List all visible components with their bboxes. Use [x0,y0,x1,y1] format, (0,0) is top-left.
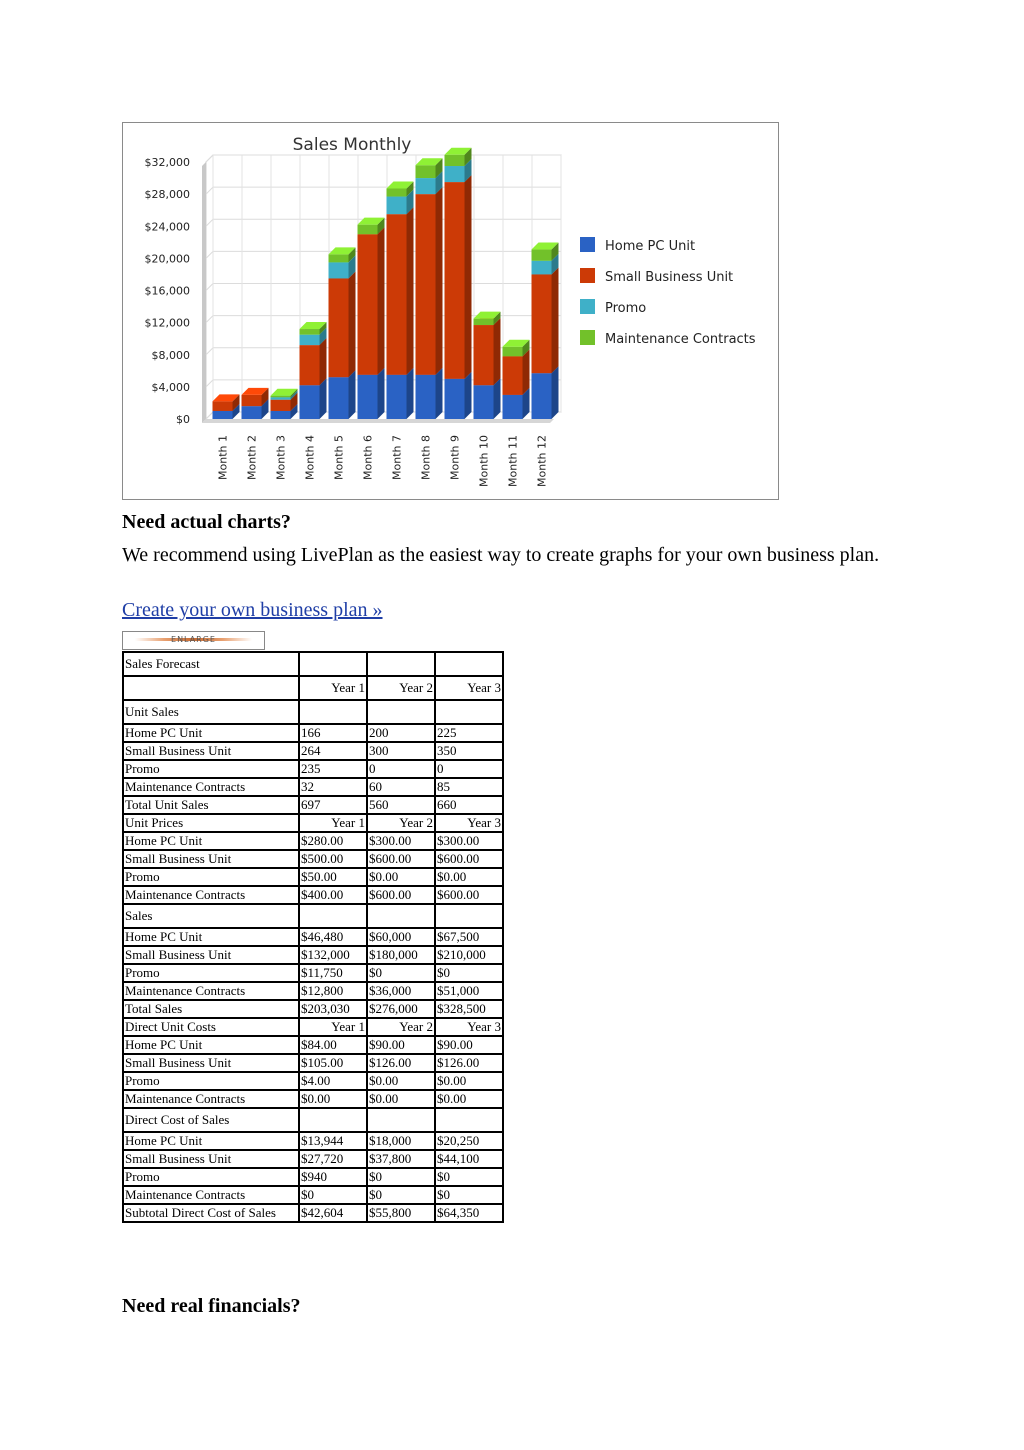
value-cell: Year 2 [367,814,435,832]
value-cell: $67,500 [435,928,503,946]
bar-segment [300,345,320,385]
row-label-cell: Maintenance Contracts [123,1090,299,1108]
value-cell: 85 [435,778,503,796]
table-row [123,742,503,760]
y-tick-label: $32,000 [144,156,190,169]
table-row [123,1132,503,1150]
bar-segment-side [465,175,472,379]
value-cell: 0 [367,760,435,778]
value-cell: $0.00 [367,1072,435,1090]
value-cell: 350 [435,742,503,760]
value-cell: 166 [299,724,367,742]
bar-segment [445,166,465,182]
bar-segment [532,261,552,275]
legend-label: Maintenance Contracts [605,332,756,347]
bar-segment [271,400,291,411]
x-tick-label: Month 6 [361,435,375,480]
bar-segment-side [465,372,472,419]
y-tick-label: $16,000 [144,284,190,298]
y-tick-label: $0 [176,413,190,426]
bar-segment [300,335,320,345]
value-cell: Year 3 [435,676,503,700]
value-cell: $328,500 [435,1000,503,1018]
value-cell: $210,000 [435,946,503,964]
chart-title: Sales Monthly [292,135,412,155]
legend-label: Small Business Unit [605,270,734,285]
value-cell [367,904,435,928]
row-label-cell: Promo [123,1168,299,1186]
row-label-cell: Unit Sales [123,700,299,724]
value-cell: $51,000 [435,982,503,1000]
table-row [123,886,503,904]
value-cell: $105.00 [299,1054,367,1072]
row-label-cell: Small Business Unit [123,742,299,760]
enlarge-label: ENLARGE [171,635,216,644]
table-row [123,1090,503,1108]
table-row [123,904,503,928]
value-cell: $0 [435,1168,503,1186]
table-row [123,868,503,886]
row-label-cell: Total Unit Sales [123,796,299,814]
value-cell: $60,000 [367,928,435,946]
promo-paragraph: We recommend using LivePlan as the easiest way to create graphs for your own business plan. [122,544,880,566]
value-cell: $44,100 [435,1150,503,1168]
value-cell [435,1108,503,1132]
x-tick-label: Month 12 [535,435,549,487]
y-tick-label: $4,000 [151,380,190,394]
value-cell: $0.00 [435,1090,503,1108]
row-label-cell: Maintenance Contracts [123,982,299,1000]
sales-forecast-table [122,651,504,1223]
row-label-cell: Small Business Unit [123,850,299,868]
row-label-cell: Direct Cost of Sales [123,1108,299,1132]
bar-segment [503,347,523,357]
value-cell: $37,800 [367,1150,435,1168]
enlarge-button[interactable] [122,631,265,650]
bar-segment [358,234,378,375]
value-cell: 0 [435,760,503,778]
chart-floor [202,419,554,423]
legend-label: Promo [605,301,647,316]
row-label-cell: Small Business Unit [123,946,299,964]
value-cell: $4.00 [299,1072,367,1090]
value-cell [435,904,503,928]
bar-segment [503,356,523,395]
bar-segment [271,411,291,419]
row-label-cell: Maintenance Contracts [123,1186,299,1204]
table-row [123,1168,503,1186]
row-label-cell: Promo [123,868,299,886]
legend-swatch [580,237,595,252]
value-cell: Year 3 [435,814,503,832]
bar-segment-side [378,368,385,419]
value-cell: 300 [367,742,435,760]
value-cell: $55,800 [367,1204,435,1222]
bar-segment [532,274,552,373]
create-business-plan-link[interactable]: Create your own business plan » [122,599,383,621]
bar-segment-side [494,318,501,385]
value-cell: $42,604 [299,1204,367,1222]
value-cell: $64,350 [435,1204,503,1222]
value-cell: $0.00 [435,1072,503,1090]
value-cell: $0.00 [435,868,503,886]
row-label-cell: Direct Unit Costs [123,1018,299,1036]
row-label-cell: Maintenance Contracts [123,778,299,796]
value-cell: 264 [299,742,367,760]
heading-need-real-financials: Need real financials? [122,1295,301,1317]
bar-segment [213,411,233,419]
bar-segment-side [407,368,414,419]
y-tick-label: $8,000 [151,348,190,362]
value-cell: Year 2 [367,1018,435,1036]
value-cell [435,700,503,724]
table-row [123,778,503,796]
bar-segment [532,250,552,261]
table-row [123,1204,503,1222]
x-tick-label: Month 1 [216,435,230,480]
value-cell: $180,000 [367,946,435,964]
value-cell: $132,000 [299,946,367,964]
x-tick-label: Month 5 [332,435,346,480]
legend-swatch [580,268,595,283]
bar-segment-side [320,338,327,385]
row-label-cell: Home PC Unit [123,1036,299,1054]
bar-segment [503,395,523,419]
value-cell: 60 [367,778,435,796]
value-cell [367,1108,435,1132]
value-cell: $600.00 [435,850,503,868]
bar-segment [474,325,494,385]
bar-segment [474,385,494,419]
value-cell [367,652,435,676]
bar-segment-side [552,366,559,419]
value-cell: $203,030 [299,1000,367,1018]
bar-segment-side [523,349,530,395]
value-cell: $300.00 [367,832,435,850]
value-cell: 32 [299,778,367,796]
bar-segment-side [378,227,385,375]
bar-segment [329,254,349,262]
value-cell: $280.00 [299,832,367,850]
bar-segment-side [349,370,356,419]
row-label-cell: Unit Prices [123,814,299,832]
value-cell: $500.00 [299,850,367,868]
value-cell: 235 [299,760,367,778]
bar-segment [387,214,407,375]
row-label-cell: Small Business Unit [123,1054,299,1072]
value-cell: $400.00 [299,886,367,904]
value-cell [299,652,367,676]
bar-segment [416,375,436,419]
value-cell: $600.00 [367,886,435,904]
row-label-cell: Home PC Unit [123,928,299,946]
value-cell [299,1108,367,1132]
value-cell: 200 [367,724,435,742]
value-cell: $46,480 [299,928,367,946]
bar-segment [532,373,552,419]
table-row [123,1150,503,1168]
value-cell: $0 [435,1186,503,1204]
bar-segment-side [436,368,443,419]
x-tick-label: Month 2 [245,435,259,480]
table-row [123,1186,503,1204]
bar-segment-side [349,271,356,377]
table-row [123,814,503,832]
bar-segment-side [320,378,327,419]
bar-segment [329,278,349,377]
row-label-cell: Total Sales [123,1000,299,1018]
value-cell: $12,800 [299,982,367,1000]
chart-svg [123,123,778,499]
bar-segment-side [552,267,559,373]
table-row [123,652,503,676]
y-tick-label: $28,000 [144,188,190,202]
table-row [123,1018,503,1036]
row-label-cell [123,676,299,700]
row-label-cell: Maintenance Contracts [123,886,299,904]
bar-segment [445,155,465,166]
row-label-cell: Home PC Unit [123,724,299,742]
y-tick-label: $20,000 [144,252,190,266]
table-row [123,760,503,778]
bar-segment [271,396,291,398]
row-label-cell: Promo [123,964,299,982]
value-cell: $0 [435,964,503,982]
value-cell: 225 [435,724,503,742]
value-cell: $27,720 [299,1150,367,1168]
row-label-cell: Home PC Unit [123,832,299,850]
x-tick-label: Month 4 [303,435,317,480]
table-row [123,964,503,982]
bar-segment [358,375,378,419]
bar-segment-side [436,187,443,375]
bar-segment [474,319,494,325]
bar-segment [416,165,436,178]
value-cell: 697 [299,796,367,814]
y-tick-label: $12,000 [144,316,190,330]
value-cell [299,904,367,928]
value-cell: $0.00 [299,1090,367,1108]
bar-segment [445,182,465,379]
row-label-cell: Sales Forecast [123,652,299,676]
value-cell: $36,000 [367,982,435,1000]
heading-need-actual-charts: Need actual charts? [122,511,291,533]
bar-segment [445,379,465,419]
value-cell: $11,750 [299,964,367,982]
x-tick-label: Month 8 [419,435,433,480]
x-tick-label: Month 3 [274,435,288,480]
table-row [123,850,503,868]
bar-segment-side [494,378,501,419]
value-cell: $600.00 [435,886,503,904]
row-label-cell: Small Business Unit [123,1150,299,1168]
value-cell: $276,000 [367,1000,435,1018]
value-cell [435,652,503,676]
value-cell: $0 [367,1168,435,1186]
value-cell: $90.00 [435,1036,503,1054]
table-row [123,796,503,814]
x-tick-label: Month 11 [506,435,520,487]
bar-segment [416,178,436,194]
chart-left-wall [202,162,206,423]
table-row [123,1108,503,1132]
row-label-cell: Subtotal Direct Cost of Sales [123,1204,299,1222]
value-cell: $0.00 [367,868,435,886]
bar-segment [329,377,349,419]
value-cell: 660 [435,796,503,814]
bar-segment [242,406,262,419]
value-cell: $0 [299,1186,367,1204]
bar-segment [242,395,262,406]
table-row [123,724,503,742]
value-cell: $600.00 [367,850,435,868]
value-cell: $13,944 [299,1132,367,1150]
value-cell: Year 3 [435,1018,503,1036]
x-tick-label: Month 9 [448,435,462,480]
bar-segment [329,262,349,278]
x-tick-label: Month 7 [390,435,404,480]
table-row [123,1000,503,1018]
bar-segment-side [407,207,414,375]
table-row [123,1036,503,1054]
legend-swatch [580,299,595,314]
value-cell: Year 1 [299,676,367,700]
value-cell [367,700,435,724]
table-row [123,1054,503,1072]
bar-segment [300,385,320,419]
row-label-cell: Sales [123,904,299,928]
sales-monthly-chart [122,122,779,500]
table-row [123,982,503,1000]
table-row [123,676,503,700]
bar-segment [358,225,378,235]
bar-segment [300,329,320,335]
bar-segment [416,194,436,375]
table-row [123,832,503,850]
value-cell: $940 [299,1168,367,1186]
bar-segment [271,397,291,399]
value-cell: Year 1 [299,1018,367,1036]
bar-segment [213,401,233,411]
table-row [123,928,503,946]
value-cell: $90.00 [367,1036,435,1054]
bar-segment [387,375,407,419]
table-row [123,700,503,724]
value-cell: Year 2 [367,676,435,700]
legend-label: Home PC Unit [605,239,696,254]
y-tick-label: $24,000 [144,220,190,234]
bar-segment [387,197,407,215]
value-cell: $126.00 [435,1054,503,1072]
value-cell: 560 [367,796,435,814]
value-cell: Year 1 [299,814,367,832]
value-cell: $300.00 [435,832,503,850]
bar-segment [387,189,407,197]
value-cell: $50.00 [299,868,367,886]
row-label-cell: Promo [123,760,299,778]
value-cell: $0 [367,1186,435,1204]
table-row [123,946,503,964]
x-tick-label: Month 10 [477,435,491,487]
value-cell: $84.00 [299,1036,367,1054]
value-cell: $0.00 [367,1090,435,1108]
row-label-cell: Promo [123,1072,299,1090]
legend-swatch [580,330,595,345]
value-cell: $20,250 [435,1132,503,1150]
value-cell: $0 [367,964,435,982]
value-cell: $126.00 [367,1054,435,1072]
value-cell: $18,000 [367,1132,435,1150]
table-row [123,1072,503,1090]
value-cell [299,700,367,724]
row-label-cell: Home PC Unit [123,1132,299,1150]
